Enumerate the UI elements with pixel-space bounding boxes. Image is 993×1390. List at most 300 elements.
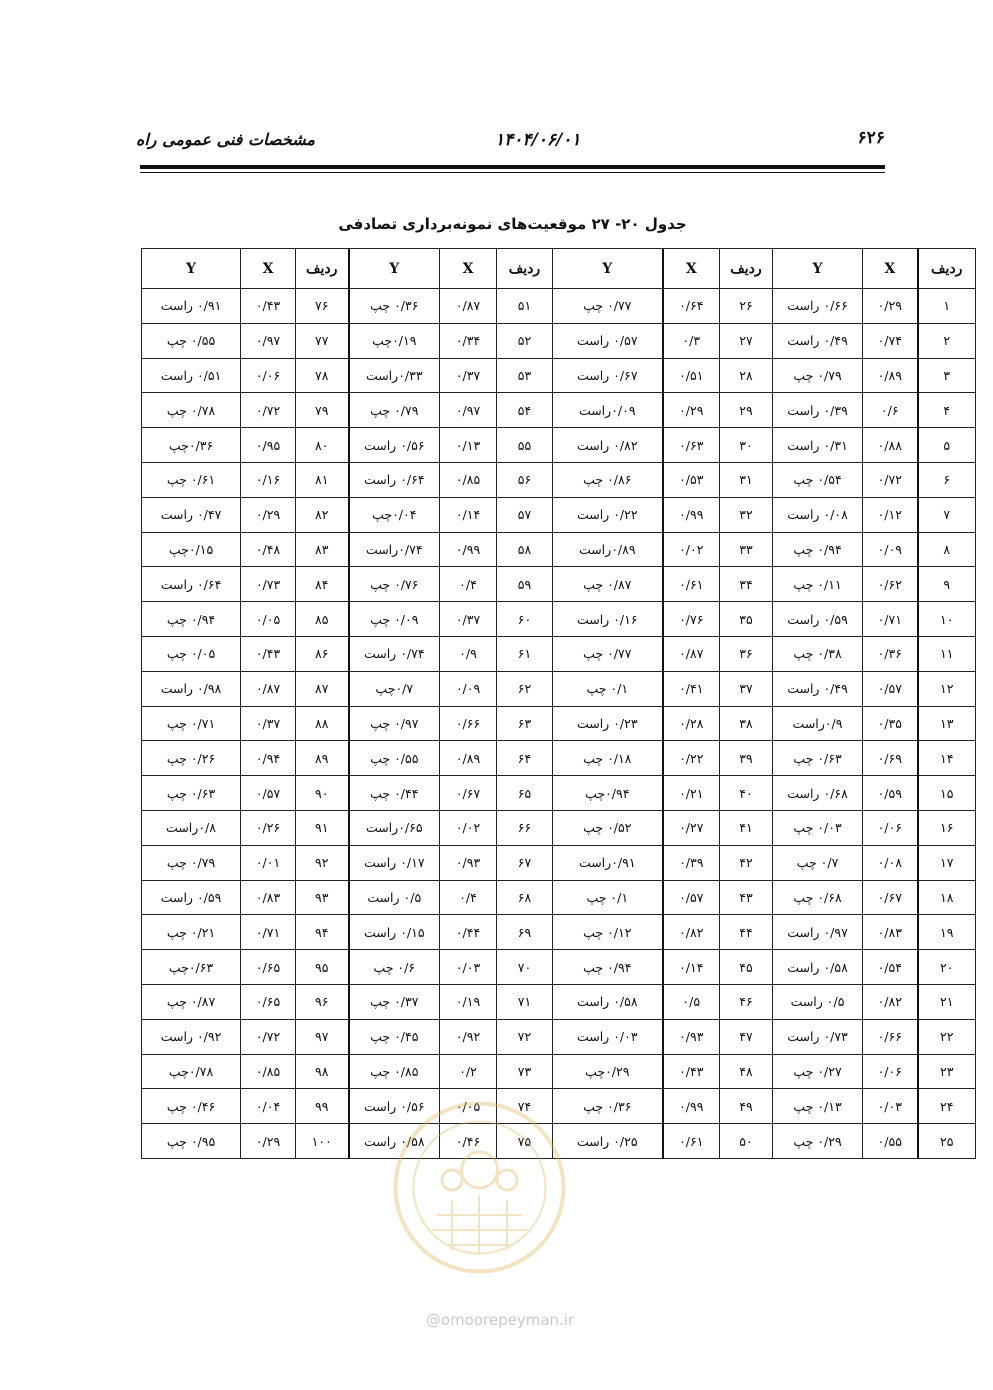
y-value-cell: ۰/۶۱ چپ (142, 462, 241, 497)
x-value-cell: ۰/۲۹ (863, 289, 918, 324)
row-number-cell: ۶۸ (497, 880, 553, 915)
row-number-cell: ۱۰۰ (296, 1124, 349, 1159)
x-value-cell: ۰/۴۴ (440, 915, 497, 950)
table-row (142, 358, 976, 393)
row-number-cell: ۱۲ (918, 671, 976, 706)
column-header: Y (553, 249, 663, 289)
column-header: X (863, 249, 918, 289)
y-value-cell: ۰/۱۷ راست (349, 845, 440, 880)
row-number-cell: ۱۷ (918, 845, 976, 880)
row-number-cell: ۹۹ (296, 1089, 349, 1124)
row-number-cell: ۹۱ (296, 810, 349, 845)
x-value-cell: ۰/۰۸ (863, 845, 918, 880)
table-row (142, 741, 976, 776)
row-number-cell: ۸۵ (296, 602, 349, 637)
x-value-cell: ۰/۵۷ (863, 671, 918, 706)
row-number-cell: ۲۳ (918, 1054, 976, 1089)
y-value-cell: ۰/۵۸ راست (553, 984, 663, 1019)
publisher-seal-watermark (392, 1100, 567, 1275)
row-number-cell: ۸۱ (296, 462, 349, 497)
row-number-cell: ۹ (918, 567, 976, 602)
y-value-cell: ۰/۶ چپ (349, 950, 440, 985)
row-number-cell: ۵۱ (497, 289, 553, 324)
row-number-cell: ۴۶ (720, 984, 773, 1019)
table-row (142, 323, 976, 358)
y-value-cell: ۰/۵۲ چپ (553, 810, 663, 845)
x-value-cell: ۰/۶۷ (863, 880, 918, 915)
row-number-cell: ۶۶ (497, 810, 553, 845)
row-number-cell: ۷۹ (296, 393, 349, 428)
table-row (142, 1019, 976, 1054)
row-number-cell: ۵۷ (497, 497, 553, 532)
row-number-cell: ۸۰ (296, 428, 349, 463)
x-value-cell: ۰/۳۷ (440, 602, 497, 637)
row-number-cell: ۲۵ (918, 1124, 976, 1159)
x-value-cell: ۰/۴۳ (241, 636, 296, 671)
x-value-cell: ۰/۸۳ (863, 915, 918, 950)
row-number-cell: ۴۱ (720, 810, 773, 845)
y-value-cell: ۰/۶۵راست (349, 810, 440, 845)
y-value-cell: ۰/۶۳چپ (142, 950, 241, 985)
y-value-cell: ۰/۹۱راست (553, 845, 663, 880)
row-number-cell: ۴۴ (720, 915, 773, 950)
row-number-cell: ۵ (918, 428, 976, 463)
row-number-cell: ۵۹ (497, 567, 553, 602)
y-value-cell: ۰/۹۵ چپ (142, 1124, 241, 1159)
y-value-cell: ۰/۱ چپ (553, 880, 663, 915)
table-row (142, 671, 976, 706)
x-value-cell: ۰/۹۹ (663, 497, 720, 532)
y-value-cell: ۰/۵۹ راست (773, 602, 863, 637)
y-value-cell: ۰/۷۹ چپ (349, 393, 440, 428)
x-value-cell: ۰/۳۷ (241, 706, 296, 741)
row-number-cell: ۴۳ (720, 880, 773, 915)
y-value-cell: ۰/۸۷ چپ (553, 567, 663, 602)
row-number-cell: ۳۵ (720, 602, 773, 637)
x-value-cell: ۰/۴۳ (241, 289, 296, 324)
y-value-cell: ۰/۹۸ راست (142, 671, 241, 706)
y-value-cell: ۰/۹۷ راست (773, 915, 863, 950)
row-number-cell: ۷۸ (296, 358, 349, 393)
x-value-cell: ۰/۲۹ (241, 497, 296, 532)
y-value-cell: ۰/۷۹ چپ (142, 845, 241, 880)
row-number-cell: ۱۳ (918, 706, 976, 741)
x-value-cell: ۰/۱۴ (440, 497, 497, 532)
table-row (142, 462, 976, 497)
x-value-cell: ۰/۹۳ (663, 1019, 720, 1054)
row-number-cell: ۶۱ (497, 636, 553, 671)
x-value-cell: ۰/۸۳ (241, 880, 296, 915)
x-value-cell: ۰/۶۹ (863, 741, 918, 776)
row-number-cell: ۴۰ (720, 776, 773, 811)
x-value-cell: ۰/۴ (440, 567, 497, 602)
y-value-cell: ۰/۸راست (142, 810, 241, 845)
y-value-cell: ۰/۳۷ چپ (349, 984, 440, 1019)
y-value-cell: ۰/۴۹ راست (773, 671, 863, 706)
y-value-cell: ۰/۰۹راست (553, 393, 663, 428)
x-value-cell: ۰/۵۷ (663, 880, 720, 915)
y-value-cell: ۰/۷۷ چپ (553, 289, 663, 324)
column-header: X (663, 249, 720, 289)
x-value-cell: ۰/۸۵ (241, 1054, 296, 1089)
y-value-cell: ۰/۵ راست (773, 984, 863, 1019)
y-value-cell: ۰/۷۴ راست (349, 636, 440, 671)
x-value-cell: ۰/۶۵ (241, 984, 296, 1019)
row-number-cell: ۱۰ (918, 602, 976, 637)
row-number-cell: ۶۷ (497, 845, 553, 880)
row-number-cell: ۵۶ (497, 462, 553, 497)
x-value-cell: ۰/۷۳ (241, 567, 296, 602)
y-value-cell: ۰/۲۹ چپ (773, 1124, 863, 1159)
x-value-cell: ۰/۰۵ (440, 1089, 497, 1124)
table-row (142, 915, 976, 950)
table-row (142, 289, 976, 324)
row-number-cell: ۷۲ (497, 1019, 553, 1054)
row-number-cell: ۱۴ (918, 741, 976, 776)
y-value-cell: ۰/۶۴ راست (142, 567, 241, 602)
y-value-cell: ۰/۴۷ راست (142, 497, 241, 532)
y-value-cell: ۰/۸۶ چپ (553, 462, 663, 497)
row-number-cell: ۲۱ (918, 984, 976, 1019)
row-number-cell: ۹۰ (296, 776, 349, 811)
row-number-cell: ۹۵ (296, 950, 349, 985)
table-row (142, 393, 976, 428)
table-row (142, 810, 976, 845)
y-value-cell: ۰/۸۷ چپ (142, 984, 241, 1019)
y-value-cell: ۰/۵۶ راست (349, 1089, 440, 1124)
y-value-cell: ۰/۲۶ چپ (142, 741, 241, 776)
x-value-cell: ۰/۷۱ (863, 602, 918, 637)
x-value-cell: ۰/۰۶ (241, 358, 296, 393)
row-number-cell: ۲۶ (720, 289, 773, 324)
x-value-cell: ۰/۴۱ (663, 671, 720, 706)
column-header: X (241, 249, 296, 289)
x-value-cell: ۰/۲۷ (663, 810, 720, 845)
row-number-cell: ۲۴ (918, 1089, 976, 1124)
x-value-cell: ۰/۶ (863, 393, 918, 428)
row-number-cell: ۸۶ (296, 636, 349, 671)
x-value-cell: ۰/۵۱ (663, 358, 720, 393)
x-value-cell: ۰/۵۴ (863, 950, 918, 985)
column-header: ردیف (720, 249, 773, 289)
row-number-cell: ۱۶ (918, 810, 976, 845)
y-value-cell: ۰/۷ چپ (773, 845, 863, 880)
y-value-cell: ۰/۸۲ راست (553, 428, 663, 463)
row-number-cell: ۶۴ (497, 741, 553, 776)
row-number-cell: ۲۷ (720, 323, 773, 358)
row-number-cell: ۷۳ (497, 1054, 553, 1089)
row-number-cell: ۳۷ (720, 671, 773, 706)
y-value-cell: ۰/۶۳ چپ (773, 741, 863, 776)
row-number-cell: ۲۲ (918, 1019, 976, 1054)
y-value-cell: ۰/۷۷ چپ (553, 636, 663, 671)
y-value-cell: ۰/۱۲ چپ (553, 915, 663, 950)
y-value-cell: ۰/۳۸ چپ (773, 636, 863, 671)
x-value-cell: ۰/۶۴ (663, 289, 720, 324)
page-header (135, 120, 885, 160)
y-value-cell: ۰/۲۵ راست (553, 1124, 663, 1159)
column-header: ردیف (918, 249, 976, 289)
row-number-cell: ۷۱ (497, 984, 553, 1019)
row-number-cell: ۳۶ (720, 636, 773, 671)
x-value-cell: ۰/۶۱ (663, 567, 720, 602)
x-value-cell: ۰/۹۲ (440, 1019, 497, 1054)
x-value-cell: ۰/۲ (440, 1054, 497, 1089)
column-header: ردیف (296, 249, 349, 289)
row-number-cell: ۳۴ (720, 567, 773, 602)
row-number-cell: ۹۷ (296, 1019, 349, 1054)
y-value-cell: ۰/۶۷ راست (553, 358, 663, 393)
row-number-cell: ۷۴ (497, 1089, 553, 1124)
x-value-cell: ۰/۲۲ (663, 741, 720, 776)
row-number-cell: ۴۷ (720, 1019, 773, 1054)
x-value-cell: ۰/۵۵ (863, 1124, 918, 1159)
x-value-cell: ۰/۰۶ (863, 810, 918, 845)
x-value-cell: ۰/۴۶ (440, 1124, 497, 1159)
x-value-cell: ۰/۱۹ (440, 984, 497, 1019)
header-rule-thick (140, 165, 885, 169)
row-number-cell: ۸۷ (296, 671, 349, 706)
row-number-cell: ۱۸ (918, 880, 976, 915)
row-number-cell: ۷۶ (296, 289, 349, 324)
row-number-cell: ۴۵ (720, 950, 773, 985)
y-value-cell: ۰/۶۴ راست (349, 462, 440, 497)
y-value-cell: ۰/۱۸ چپ (553, 741, 663, 776)
table-row (142, 636, 976, 671)
x-value-cell: ۰/۹۷ (440, 393, 497, 428)
y-value-cell: ۰/۹۲ راست (142, 1019, 241, 1054)
row-number-cell: ۲ (918, 323, 976, 358)
y-value-cell: ۰/۲۹چپ (553, 1054, 663, 1089)
row-number-cell: ۶۹ (497, 915, 553, 950)
y-value-cell: ۰/۷۶ چپ (349, 567, 440, 602)
x-value-cell: ۰/۳۶ (863, 636, 918, 671)
table-row (142, 984, 976, 1019)
y-value-cell: ۰/۲۲ راست (553, 497, 663, 532)
y-value-cell: ۰/۹۴چپ (553, 776, 663, 811)
x-value-cell: ۰/۹۵ (241, 428, 296, 463)
x-value-cell: ۰/۸۵ (440, 462, 497, 497)
y-value-cell: ۰/۶۸ چپ (773, 880, 863, 915)
x-value-cell: ۰/۷۲ (241, 1019, 296, 1054)
y-value-cell: ۰/۹۴ چپ (773, 532, 863, 567)
y-value-cell: ۰/۰۸ راست (773, 497, 863, 532)
row-number-cell: ۶ (918, 462, 976, 497)
x-value-cell: ۰/۹۹ (663, 1089, 720, 1124)
y-value-cell: ۰/۱۹چپ (349, 323, 440, 358)
x-value-cell: ۰/۳۷ (440, 358, 497, 393)
x-value-cell: ۰/۳۵ (863, 706, 918, 741)
y-value-cell: ۰/۲۱ چپ (142, 915, 241, 950)
x-value-cell: ۰/۵۳ (663, 462, 720, 497)
x-value-cell: ۰/۲۹ (241, 1124, 296, 1159)
x-value-cell: ۰/۶۵ (241, 950, 296, 985)
y-value-cell: ۰/۷۳ راست (773, 1019, 863, 1054)
x-value-cell: ۰/۱۴ (663, 950, 720, 985)
column-header: ردیف (497, 249, 553, 289)
row-number-cell: ۸۴ (296, 567, 349, 602)
y-value-cell: ۰/۵۶ راست (349, 428, 440, 463)
table-body (142, 289, 976, 1159)
y-value-cell: ۰/۰۵ چپ (142, 636, 241, 671)
y-value-cell: ۰/۲۳ راست (553, 706, 663, 741)
y-value-cell: ۰/۴۵ چپ (349, 1019, 440, 1054)
y-value-cell: ۰/۵۸ راست (773, 950, 863, 985)
x-value-cell: ۰/۰۹ (440, 671, 497, 706)
row-number-cell: ۶۳ (497, 706, 553, 741)
x-value-cell: ۰/۸۲ (663, 915, 720, 950)
table-row (142, 950, 976, 985)
table-row (142, 567, 976, 602)
row-number-cell: ۳۰ (720, 428, 773, 463)
row-number-cell: ۵۳ (497, 358, 553, 393)
x-value-cell: ۰/۸۹ (863, 358, 918, 393)
y-value-cell: ۰/۱۳ چپ (773, 1089, 863, 1124)
header-rule-thin (140, 172, 885, 173)
x-value-cell: ۰/۱۳ (440, 428, 497, 463)
x-value-cell: ۰/۸۷ (440, 289, 497, 324)
row-number-cell: ۸۳ (296, 532, 349, 567)
column-header: X (440, 249, 497, 289)
y-value-cell: ۰/۴۶ چپ (142, 1089, 241, 1124)
y-value-cell: ۰/۵۴ چپ (773, 462, 863, 497)
column-header: Y (773, 249, 863, 289)
y-value-cell: ۰/۵ راست (349, 880, 440, 915)
x-value-cell: ۰/۸۹ (440, 741, 497, 776)
table-row (142, 497, 976, 532)
y-value-cell: ۰/۹۴ چپ (142, 602, 241, 637)
x-value-cell: ۰/۹۴ (241, 741, 296, 776)
x-value-cell: ۰/۳۹ (663, 845, 720, 880)
x-value-cell: ۰/۰۳ (440, 950, 497, 985)
y-value-cell: ۰/۷چپ (349, 671, 440, 706)
y-value-cell: ۰/۳۶چپ (142, 428, 241, 463)
document-date: ۱۴۰۴/۰۶/۰۱ (495, 130, 581, 150)
sampling-positions-table (141, 248, 976, 1159)
row-number-cell: ۲۰ (918, 950, 976, 985)
x-value-cell: ۰/۹ (440, 636, 497, 671)
row-number-cell: ۱۱ (918, 636, 976, 671)
row-number-cell: ۹۳ (296, 880, 349, 915)
table-row (142, 428, 976, 463)
y-value-cell: ۰/۶۶ راست (773, 289, 863, 324)
row-number-cell: ۳۳ (720, 532, 773, 567)
y-value-cell: ۰/۱۱ چپ (773, 567, 863, 602)
y-value-cell: ۰/۹۱ راست (142, 289, 241, 324)
x-value-cell: ۰/۴ (440, 880, 497, 915)
row-number-cell: ۵۵ (497, 428, 553, 463)
x-value-cell: ۰/۸۲ (863, 984, 918, 1019)
row-number-cell: ۶۵ (497, 776, 553, 811)
row-number-cell: ۵۰ (720, 1124, 773, 1159)
x-value-cell: ۰/۰۵ (241, 602, 296, 637)
y-value-cell: ۰/۵۹ راست (142, 880, 241, 915)
watermark-handle: @omoorepeyman.ir (425, 1311, 575, 1329)
y-value-cell: ۰/۷۸ چپ (142, 393, 241, 428)
y-value-cell: ۰/۳۶ چپ (553, 1089, 663, 1124)
table-row (142, 880, 976, 915)
y-value-cell: ۰/۶۳ چپ (142, 776, 241, 811)
y-value-cell: ۰/۱۶ راست (553, 602, 663, 637)
page-number: ۶۲۶ (857, 128, 885, 148)
x-value-cell: ۰/۶۳ (663, 428, 720, 463)
x-value-cell: ۰/۵ (663, 984, 720, 1019)
row-number-cell: ۶۰ (497, 602, 553, 637)
x-value-cell: ۰/۶۲ (863, 567, 918, 602)
y-value-cell: ۰/۰۳ راست (553, 1019, 663, 1054)
x-value-cell: ۰/۵۹ (863, 776, 918, 811)
y-value-cell: ۰/۳۱ راست (773, 428, 863, 463)
table-row (142, 532, 976, 567)
row-number-cell: ۴ (918, 393, 976, 428)
x-value-cell: ۰/۸۸ (863, 428, 918, 463)
table-caption: جدول ۲۰- ۲۷ موقعیت‌های نمونه‌برداری تصادفی (338, 215, 687, 233)
document-title: مشخصات فنی عمومی راه (135, 130, 315, 149)
x-value-cell: ۰/۲۶ (241, 810, 296, 845)
x-value-cell: ۰/۰۶ (863, 1054, 918, 1089)
y-value-cell: ۰/۵۸ راست (349, 1124, 440, 1159)
x-value-cell: ۰/۳ (663, 323, 720, 358)
x-value-cell: ۰/۰۲ (440, 810, 497, 845)
y-value-cell: ۰/۳۳راست (349, 358, 440, 393)
row-number-cell: ۷۵ (497, 1124, 553, 1159)
x-value-cell: ۰/۷۲ (241, 393, 296, 428)
row-number-cell: ۸۲ (296, 497, 349, 532)
x-value-cell: ۰/۷۶ (663, 602, 720, 637)
x-value-cell: ۰/۲۹ (663, 393, 720, 428)
x-value-cell: ۰/۰۲ (663, 532, 720, 567)
y-value-cell: ۰/۱۵چپ (142, 532, 241, 567)
row-number-cell: ۱۹ (918, 915, 976, 950)
table-row (142, 845, 976, 880)
x-value-cell: ۰/۹۷ (241, 323, 296, 358)
y-value-cell: ۰/۱۵ راست (349, 915, 440, 950)
row-number-cell: ۱۵ (918, 776, 976, 811)
x-value-cell: ۰/۹۳ (440, 845, 497, 880)
row-number-cell: ۳۱ (720, 462, 773, 497)
row-number-cell: ۵۸ (497, 532, 553, 567)
x-value-cell: ۰/۲۱ (663, 776, 720, 811)
x-value-cell: ۰/۶۷ (440, 776, 497, 811)
y-value-cell: ۰/۹۷ چپ (349, 706, 440, 741)
x-value-cell: ۰/۱۶ (241, 462, 296, 497)
row-number-cell: ۹۲ (296, 845, 349, 880)
x-value-cell: ۰/۰۹ (863, 532, 918, 567)
y-value-cell: ۰/۵۷ راست (553, 323, 663, 358)
table-row (142, 602, 976, 637)
x-value-cell: ۰/۸۷ (241, 671, 296, 706)
table-row (142, 1054, 976, 1089)
table-row (142, 706, 976, 741)
x-value-cell: ۰/۸۷ (663, 636, 720, 671)
x-value-cell: ۰/۰۴ (241, 1089, 296, 1124)
row-number-cell: ۳۹ (720, 741, 773, 776)
row-number-cell: ۸ (918, 532, 976, 567)
y-value-cell: ۰/۹۴ چپ (553, 950, 663, 985)
row-number-cell: ۸۸ (296, 706, 349, 741)
column-header: Y (349, 249, 440, 289)
row-number-cell: ۷۰ (497, 950, 553, 985)
y-value-cell: ۰/۰۳ چپ (773, 810, 863, 845)
row-number-cell: ۸۹ (296, 741, 349, 776)
row-number-cell: ۲۹ (720, 393, 773, 428)
row-number-cell: ۶۲ (497, 671, 553, 706)
x-value-cell: ۰/۵۷ (241, 776, 296, 811)
x-value-cell: ۰/۷۱ (241, 915, 296, 950)
y-value-cell: ۰/۴۴ چپ (349, 776, 440, 811)
column-header: Y (142, 249, 241, 289)
x-value-cell: ۰/۶۶ (863, 1019, 918, 1054)
